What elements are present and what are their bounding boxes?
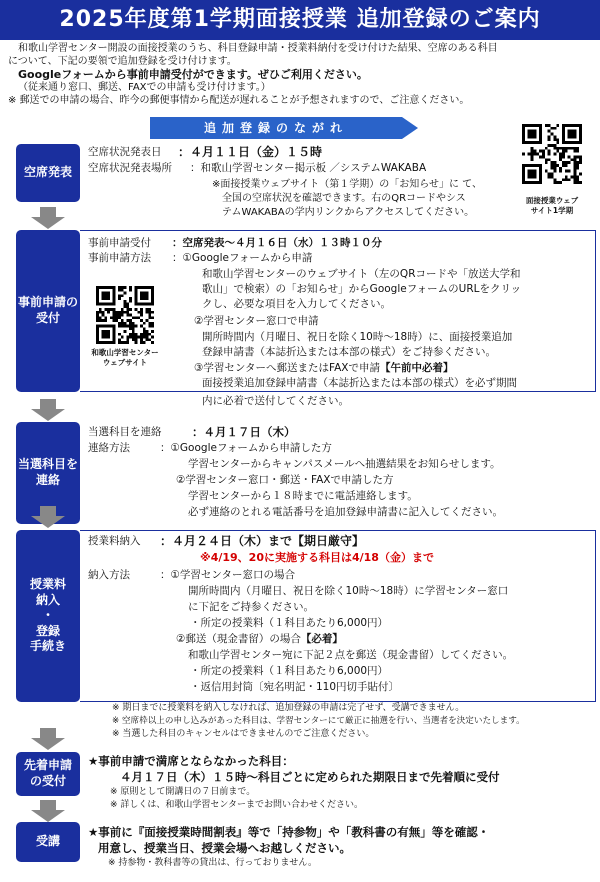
strict-deadline-badge: 【期日厳守】 <box>292 534 365 548</box>
text: 開所時間内（月曜日、祝日を除く10時～18時）に学習センター窓口 <box>188 585 509 597</box>
note: 全国の空席状況を確認できます。右のQRコードやシス <box>222 193 466 204</box>
label: 事前申請方法 <box>88 252 151 264</box>
text: ・所定の授業料（１科目あたり6,000円） <box>190 617 389 629</box>
payment-method-2: ②郵送（現金書留）の場合 <box>176 633 301 645</box>
down-arrow-icon <box>31 728 65 750</box>
step-pre-application: 事前申請の受付 <box>16 230 80 392</box>
intro-highlight: Googleフォームから事前申請受付ができます。ぜひご利用ください。 <box>18 68 368 81</box>
announce-place: ：和歌山学習センター掲示板 ／システムWAKABA <box>190 162 427 174</box>
announce-date: ：４月１１日（金）１５時 <box>178 145 323 159</box>
text: 学習センターからキャンパスメールへ抽選結果をお知らせします。 <box>188 458 501 470</box>
text: 必ず連絡のとれる電話番号を追加登録申請書に記入してください。 <box>188 506 503 518</box>
text: 内に必着で送付してください。 <box>202 395 349 407</box>
text: に下記をご持参ください。 <box>188 601 314 613</box>
method-2: ②学習センター窓口で申請 <box>194 315 319 327</box>
step-first-come: 先着申請 の受付 <box>16 752 80 796</box>
text: 面接授業追加登録申請書（本誌折込または本部の様式）を必ず期間 <box>202 377 517 389</box>
label: 当選科目を連絡 <box>88 426 162 438</box>
text: クし、必要な項目を入力してください。 <box>202 298 391 310</box>
text: 歌山」で検索）の「お知らせ」からGoogleフォームのURLをクリッ <box>202 283 522 295</box>
note: ※ 期日までに授業料を納入しなければ、追加登録の申請は完了せず、受講できません。 <box>112 703 465 713</box>
section-payment <box>80 530 596 702</box>
note: ※ 原則として開講日の７日前まで。 <box>110 787 256 797</box>
qr-caption: 和歌山学習センター ウェブサイト <box>91 348 159 367</box>
payment-deadline: ：４月２４日（木）まで <box>160 534 293 548</box>
note: ※ 空席枠以上の申し込みがあった科目は、学習センターにて厳正に抽選を行い、当選者を決定いたします。 <box>112 716 525 726</box>
intro-note: ※ 郵送での申請の場合、昨今の郵便事情から配送が遅れることが予想されますので、ご注意ください。 <box>8 95 470 106</box>
text: ★事前に『面接授業時間割表』等で「持参物」や「教科書の有無」等を確認・ <box>88 825 490 839</box>
text: ・返信用封筒〔宛名明記・110円切手貼付〕 <box>190 681 400 693</box>
exception-note: ※4/19、20に実施する科目は4/18（金）まで <box>200 551 434 564</box>
note: ※ 持参物・教科書等の貸出は、行っておりません。 <box>108 858 317 868</box>
down-arrow-icon <box>31 207 65 229</box>
intro-line: （従来通り窓口、郵送、FAXでの申請も受け付けます。） <box>18 82 271 93</box>
section-attend <box>80 822 596 868</box>
down-arrow-icon <box>31 399 65 421</box>
note: ※ 詳しくは、和歌山学習センターまでお問い合わせください。 <box>110 800 364 810</box>
down-arrow-icon <box>31 506 65 528</box>
section-first-come <box>80 752 596 810</box>
down-arrow-icon <box>31 800 65 822</box>
flow-banner <box>150 117 420 139</box>
note: ※面接授業ウェブサイト（第１学期）の「お知らせ」に て、 <box>212 179 482 190</box>
method-3: ③学習センターへ郵送またはFAXで申請 <box>194 362 380 374</box>
first-come-period: ４月１７日（木）１５時～科目ごとに定められた期限日まで先着順に受付 <box>120 770 500 784</box>
contact-1: ：①Googleフォームから申請した方 <box>160 442 332 454</box>
text: 登録申請書（本誌折込または本部の様式）をご持参ください。 <box>202 346 496 358</box>
label: 連絡方法 <box>88 442 130 454</box>
qr-caption: 面接授業ウェブ サイト1学期 <box>525 196 579 215</box>
text: 学習センターから１８時までに電話連絡します。 <box>188 490 418 502</box>
qr-code-icon[interactable] <box>96 286 154 344</box>
heading: ★事前申請で満席とならなかった科目： <box>88 754 294 768</box>
label: 空席状況発表場所 <box>88 162 172 174</box>
section-notify <box>80 422 596 524</box>
deadline-note: 【午前中必着】 <box>379 362 454 374</box>
flow-label: 追加登録のながれ <box>150 117 402 139</box>
intro-line: について、下記の要領で追加登録を受け付けます。 <box>8 56 237 67</box>
text: 用意し、授業当日、授業会場へお越しください。 <box>98 841 351 855</box>
intro-line: 和歌山学習センター開設の面接授業のうち、科目登録申請・授業料納付を受け付けた結果、空席のある科目 <box>18 43 498 54</box>
intro-text <box>8 42 594 107</box>
text: ・所定の授業料（１科目あたり6,000円） <box>190 665 389 677</box>
notify-date: ：４月１７日（木） <box>192 425 296 439</box>
payment-method-1: ：①学習センター窓口の場合 <box>160 569 295 581</box>
step-vacancy-announcement: 空席発表 <box>16 144 80 202</box>
label: 空席状況発表日 <box>88 146 162 158</box>
pre-app-period: ：空席発表～４月１６日（水）１３時１０分 <box>172 237 382 249</box>
step-tuition-payment: 授業料 納入 ・ 登録 手続き <box>16 530 80 702</box>
note: テムWAKABAの学内リンクからアクセスしてください。 <box>222 207 475 218</box>
label: 事前申請受付 <box>88 237 151 249</box>
step-attend: 受講 <box>16 822 80 862</box>
text: 和歌山学習センターのウェブサイト（左のQRコードや「放送大学和 <box>202 268 521 280</box>
page-title: 2025年度第1学期面接授業 追加登録のご案内 <box>0 0 600 40</box>
flow-arrow-tip <box>402 117 418 139</box>
label: 納入方法 <box>88 569 130 581</box>
method-1: ：①Googleフォームから申請 <box>172 252 313 264</box>
required-badge: 【必着】 <box>300 633 343 645</box>
text: 開所時間内（月曜日、祝日を除く10時～18時）に、面接授業追加 <box>202 331 513 343</box>
note: ※ 当選した科目のキャンセルはできませんのでご注意ください。 <box>112 729 375 739</box>
contact-2: ②学習センター窓口・郵送・FAXで申請した方 <box>176 474 394 486</box>
label: 授業料納入 <box>88 535 141 547</box>
text: 和歌山学習センター宛に下記２点を郵送（現金書留）してください。 <box>188 649 514 661</box>
step-notify-selected: 当選科目を連絡 <box>16 422 80 524</box>
